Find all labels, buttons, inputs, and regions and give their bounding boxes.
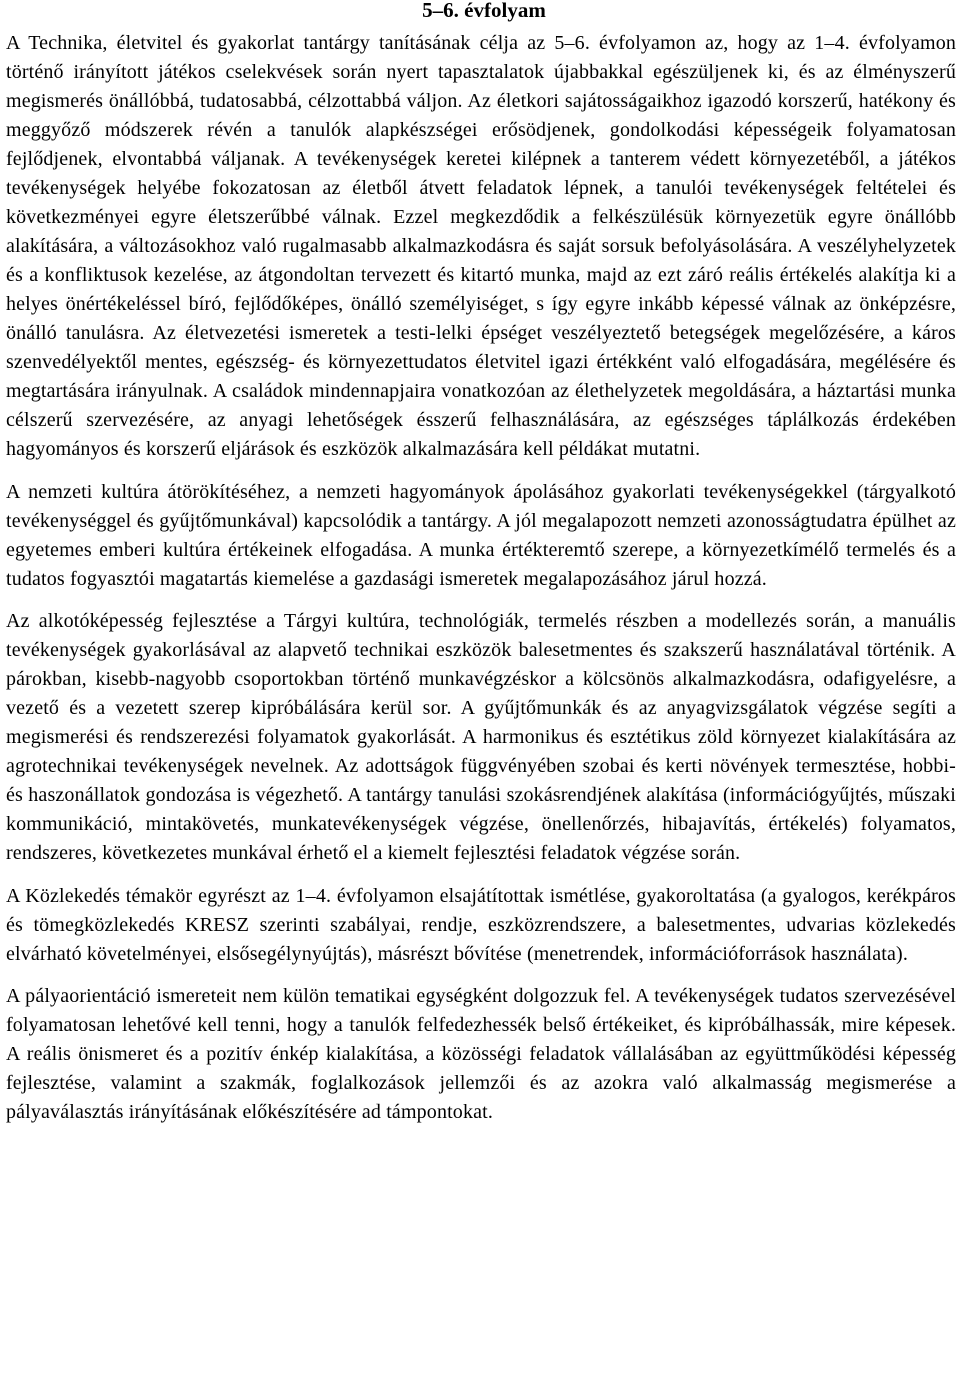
page-heading: 5–6. évfolyam [422,0,546,22]
paragraph-creativity: Az alkotóképesség fejlesztése a Tárgyi kultúra, technológiák, termelés részben a modellezés során, a manuális tevékenységek gyakorlásával az alapvető technikai eszközök balesetmentes és szakszerű használatával történik. A párokban, kisebb-nagyobb csoportokban történő munkavégzéskor a kölcsönös alkalmazkodásra, odafigyelésre, a vezető és a vezetett szerep kipróbálására kerül sor. A gyűjtőmunkák és az anyagvizsgálatok végzése segíti a megismerési és rendszerezési folyamatok gyakorlását. A harmonikus és esztétikus zöld környezet kialakítására az agrotechnikai tevékenységek nevelnek. Az adottságok függvényében szobai és kerti növények termesztése, hobbi- és haszonállatok gondozása is végezhető. A tantárgy tanulási szokásrendjének alakítása (információgyűjtés, műszaki kommunikáció, mintakövetés, munkatevékenységek végzése, önellenőrzés, hibajavítás, értékelés) folyamatos, rendszeres, következetes munkával érhető el a kiemelt fejlesztési feladatok végzése során. [6,610,956,864]
document-page [6,0,956,1141]
paragraph-traffic: A Közlekedés témakör egyrészt az 1–4. évfolyamon elsajátítottak ismétlése, gyakoroltatása (a gyalogos, kerékpáros és tömegközlekedés KRESZ szerinti szabályai, rendje, eszközrendszere, a balesetmentes, udvarias közlekedés elvárható követelményei, elsősegélynyújtás), másrészt bővítése (menetrendek, információforrások használata). [6,884,956,965]
paragraph-career-orientation: A pályaorientáció ismereteit nem külön tematikai egységként dolgozzuk fel. A tevékenységek tudatos szervezésével folyamatosan lehetővé kell tenni, hogy a tanulók felfedezhessék belső értékeiket, és kipróbálhassák, mire képesek. A reális önismeret és a pozitív énkép kialakítása, a közösségi feladatok vállalásában az együttműködési képesség fejlesztése, valamint a szakmák, foglalkozások jellemzői és az azokra való alkalmasság megismerése a pályaválasztás irányításának előkészítésére ad támpontokat. [6,985,956,1123]
paragraph-goals: A Technika, életvitel és gyakorlat tantárgy tanításának célja az 5–6. évfolyamon az, hogy az 1–4. évfolyamon történő irányított játékos cselekvések során nyert tapasztalatok újabbakkal egészüljenek ki, és az élményszerű megismerés önállóbbá, tudatosabbá, célzottabbá váljon. Az életkori sajátosságaikhoz igazodó korszerű, hatékony és meggyőző módszerek révén a tanulók alapkészségei erősödjenek, gondolkodási képességeik folyamatosan fejlődjenek, elvontabbá váljanak. A tevékenységek keretei kilépnek a tanterem védett környezetéből, a játékos tevékenységek helyébe fokozatosan az életből átvett feladatok lépnek, a tanulói tevékenységek feltételei és következményei egyre életszerűbbé válnak. Ezzel megkezdődik a felkészülésük környezetük egyre önállóbb alakítására, a változásokhoz való rugalmasabb alkalmazkodásra és saját sorsuk befolyásolására. A veszélyhelyzetek és a konfliktusok kezelése, az átgondoltan tervezett és kitartó munka, majd az ezt záró reális értékelés alakítja ki a helyes önértékeléssel bíró, fejlődőképes, önálló személyiséget, s így egyre inkább képessé válnak az önképzésre, önálló tanulásra. Az életvezetési ismeretek a testi-lelki épséget veszélyeztető betegségek megelőzésére, a káros szenvedélyektől mentes, egészség- és környezettudatos életvitel igazi értékként való elfogadására, megélésére és megtartására irányulnak. A családok mindennapjaira vonatkozóan az élethelyzetek megoldására, a háztartási munka célszerű szervezésére, az anyagi lehetőségek ésszerű felhasználására, az egészséges táplálkozás érdekében hagyományos és korszerű eljárások és eszközök alkalmazására kell példákat mutatni. [6,32,956,460]
paragraph-national-culture: A nemzeti kultúra átörökítéséhez, a nemzeti hagyományok ápolásához gyakorlati tevékenységekkel (tárgyalkotó tevékenységgel és gyűjtőmunkával) kapcsolódik a tantárgy. A jól megalapozott nemzeti azonosságtudatra épülhet az egyetemes emberi kultúra értékeinek elfogadása. A munka értékteremtő szerepe, a környezetkímélő termelés és a tudatos fogyasztói magatartás kiemelése a gazdasági ismeretek megalapozásához járul hozzá. [6,480,956,590]
